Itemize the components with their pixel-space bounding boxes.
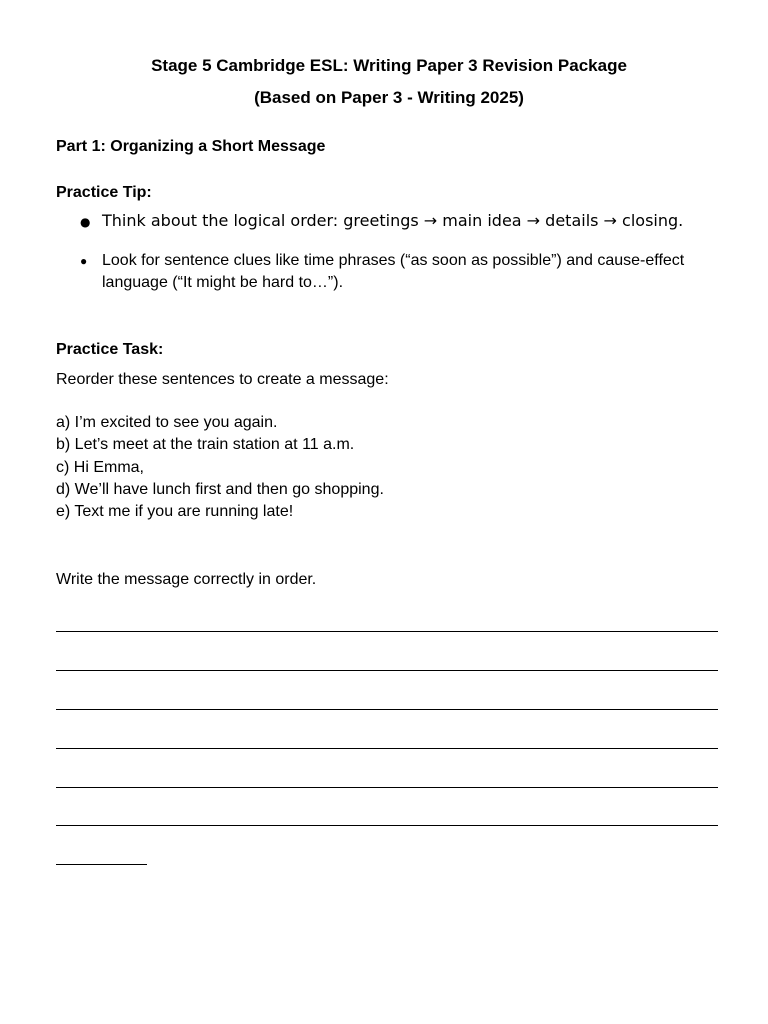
answer-line[interactable] — [56, 748, 718, 749]
answer-line[interactable] — [56, 670, 718, 671]
task-instruction: Reorder these sentences to create a message: — [56, 371, 389, 388]
answer-line-short[interactable] — [56, 864, 147, 865]
practice-tip-heading: Practice Tip: — [56, 184, 152, 201]
page-subtitle: (Based on Paper 3 - Writing 2025) — [254, 88, 524, 107]
answer-line[interactable] — [56, 825, 718, 826]
write-prompt: Write the message correctly in order. — [56, 571, 317, 588]
answer-line[interactable] — [56, 709, 718, 710]
sentence-option-c: c) Hi Emma, — [56, 458, 144, 476]
sentence-options — [56, 412, 384, 523]
practice-tip-list — [56, 208, 716, 294]
tip-item — [56, 250, 716, 294]
sentence-option-a: a) I’m excited to see you again. — [56, 414, 278, 431]
answer-line[interactable] — [56, 631, 718, 632]
part-heading: Part 1: Organizing a Short Message — [56, 138, 326, 155]
answer-line[interactable] — [56, 787, 718, 788]
tip-text: Think about the logical order: greetings → main idea → details → closing. — [102, 211, 684, 230]
sentence-option-d: d) We’ll have lunch first and then go shopping. — [56, 480, 384, 498]
bullet-icon: ● — [80, 254, 88, 268]
sentence-option-e: e) Text me if you are running late! — [56, 503, 294, 521]
tip-item — [56, 208, 716, 234]
practice-task-heading: Practice Task: — [56, 341, 164, 358]
bullet-icon: ● — [80, 215, 91, 229]
tip-text: Look for sentence clues like time phrases (“as soon as possible”) and cause-effect language (“It might be hard to…”). — [102, 252, 685, 291]
page-title: Stage 5 Cambridge ESL: Writing Paper 3 Revision Package — [151, 56, 627, 75]
sentence-option-b: b) Let’s meet at the train station at 11 a.m. — [56, 436, 355, 454]
